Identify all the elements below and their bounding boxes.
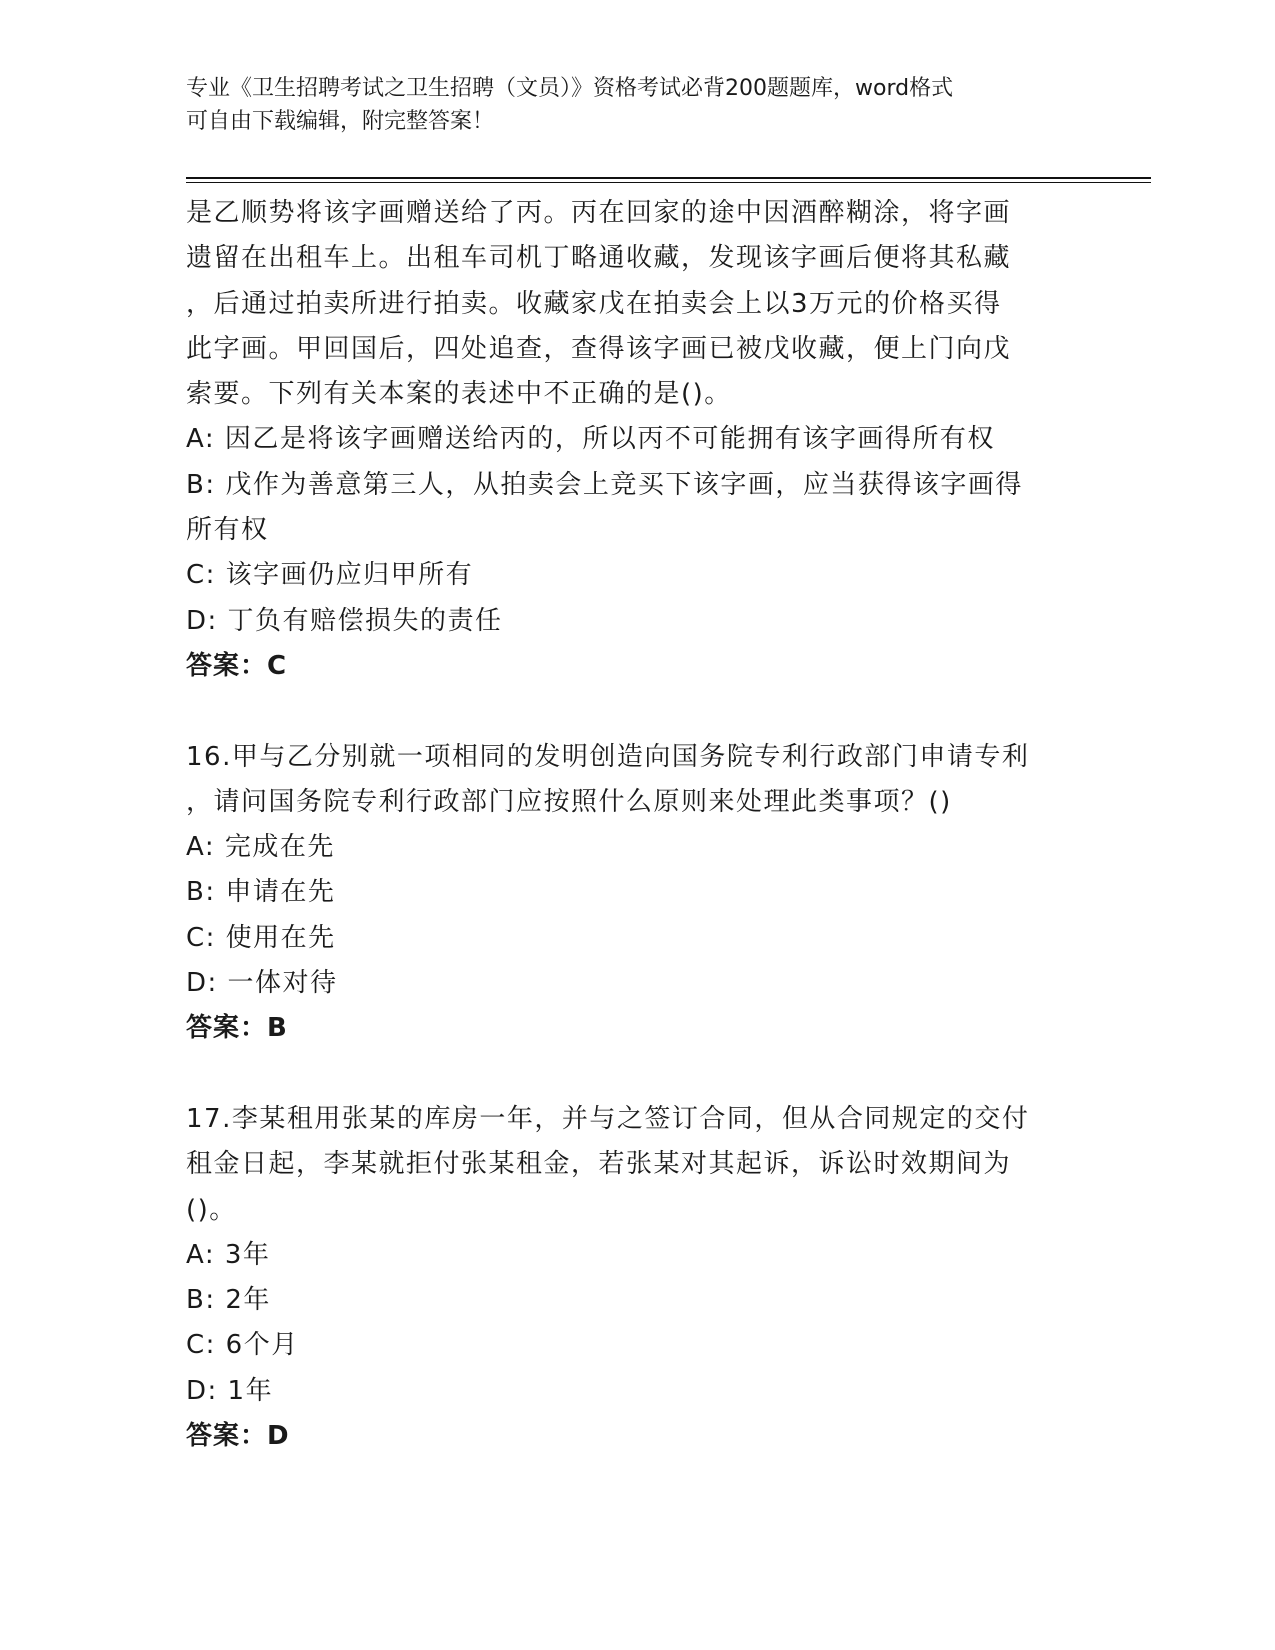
option-c: C: 6个月 <box>186 1330 299 1361</box>
option-b: B: 申请在先 <box>186 877 336 908</box>
option-d: D: 一体对待 <box>186 968 338 999</box>
question-stem-line: 17.李某租用张某的库房一年，并与之签订合同，但从合同规定的交付 <box>186 1103 1030 1134</box>
header-divider-thin <box>186 182 1151 183</box>
question-stem-line: 此字画。甲回国后，四处追查，查得该字画已被戊收藏，便上门向戊 <box>186 333 1012 364</box>
header-line-1: 专业《卫生招聘考试之卫生招聘（文员）》资格考试必背200题题库，word格式 <box>186 76 954 101</box>
question-stem-line: ()。 <box>186 1194 237 1225</box>
question-spacer <box>186 689 1086 734</box>
page-header <box>186 72 1066 138</box>
option-a: A: 完成在先 <box>186 832 335 863</box>
option-b: B: 2年 <box>186 1285 271 1316</box>
header-divider-thick <box>186 177 1151 179</box>
answer-label: 答案：D <box>186 1421 290 1452</box>
option-b: B: 戊作为善意第三人，从拍卖会上竞买下该字画，应当获得该字画得 <box>186 469 1023 500</box>
option-c: C: 该字画仍应归甲所有 <box>186 560 474 591</box>
question-spacer <box>186 1052 1086 1097</box>
question-stem-line: 16.甲与乙分别就一项相同的发明创造向国务院专利行政部门申请专利 <box>186 741 1030 772</box>
question-stem-line: ，后通过拍卖所进行拍卖。收藏家戊在拍卖会上以3万元的价格买得 <box>186 288 1002 319</box>
header-line-2: 可自由下载编辑，附完整答案！ <box>186 109 495 134</box>
option-b-continued: 所有权 <box>186 515 269 546</box>
question-stem-line: 租金日起，李某就拒付张某租金，若张某对其起诉，诉讼时效期间为 <box>186 1149 1012 1180</box>
question-stem-line: 索要。下列有关本案的表述中不正确的是()。 <box>186 379 732 410</box>
question-content <box>186 191 1086 1459</box>
option-a: A: 3年 <box>186 1239 271 1270</box>
answer-label: 答案：B <box>186 1013 288 1044</box>
option-a: A: 因乙是将该字画赠送给丙的，所以丙不可能拥有该字画得所有权 <box>186 424 995 455</box>
question-15 <box>186 191 1086 689</box>
option-d: D: 丁负有赔偿损失的责任 <box>186 605 503 636</box>
question-stem-line: ，请问国务院专利行政部门应按照什么原则来处理此类事项？() <box>186 786 952 817</box>
question-17 <box>186 1097 1086 1459</box>
question-stem-line: 遗留在出租车上。出租车司机丁略通收藏，发现该字画后便将其私藏 <box>186 243 1012 274</box>
question-16 <box>186 735 1086 1052</box>
answer-label: 答案：C <box>186 650 288 681</box>
question-stem-line: 是乙顺势将该字画赠送给了丙。丙在回家的途中因酒醉糊涂，将字画 <box>186 198 1012 228</box>
option-d: D: 1年 <box>186 1375 274 1406</box>
option-c: C: 使用在先 <box>186 922 336 953</box>
